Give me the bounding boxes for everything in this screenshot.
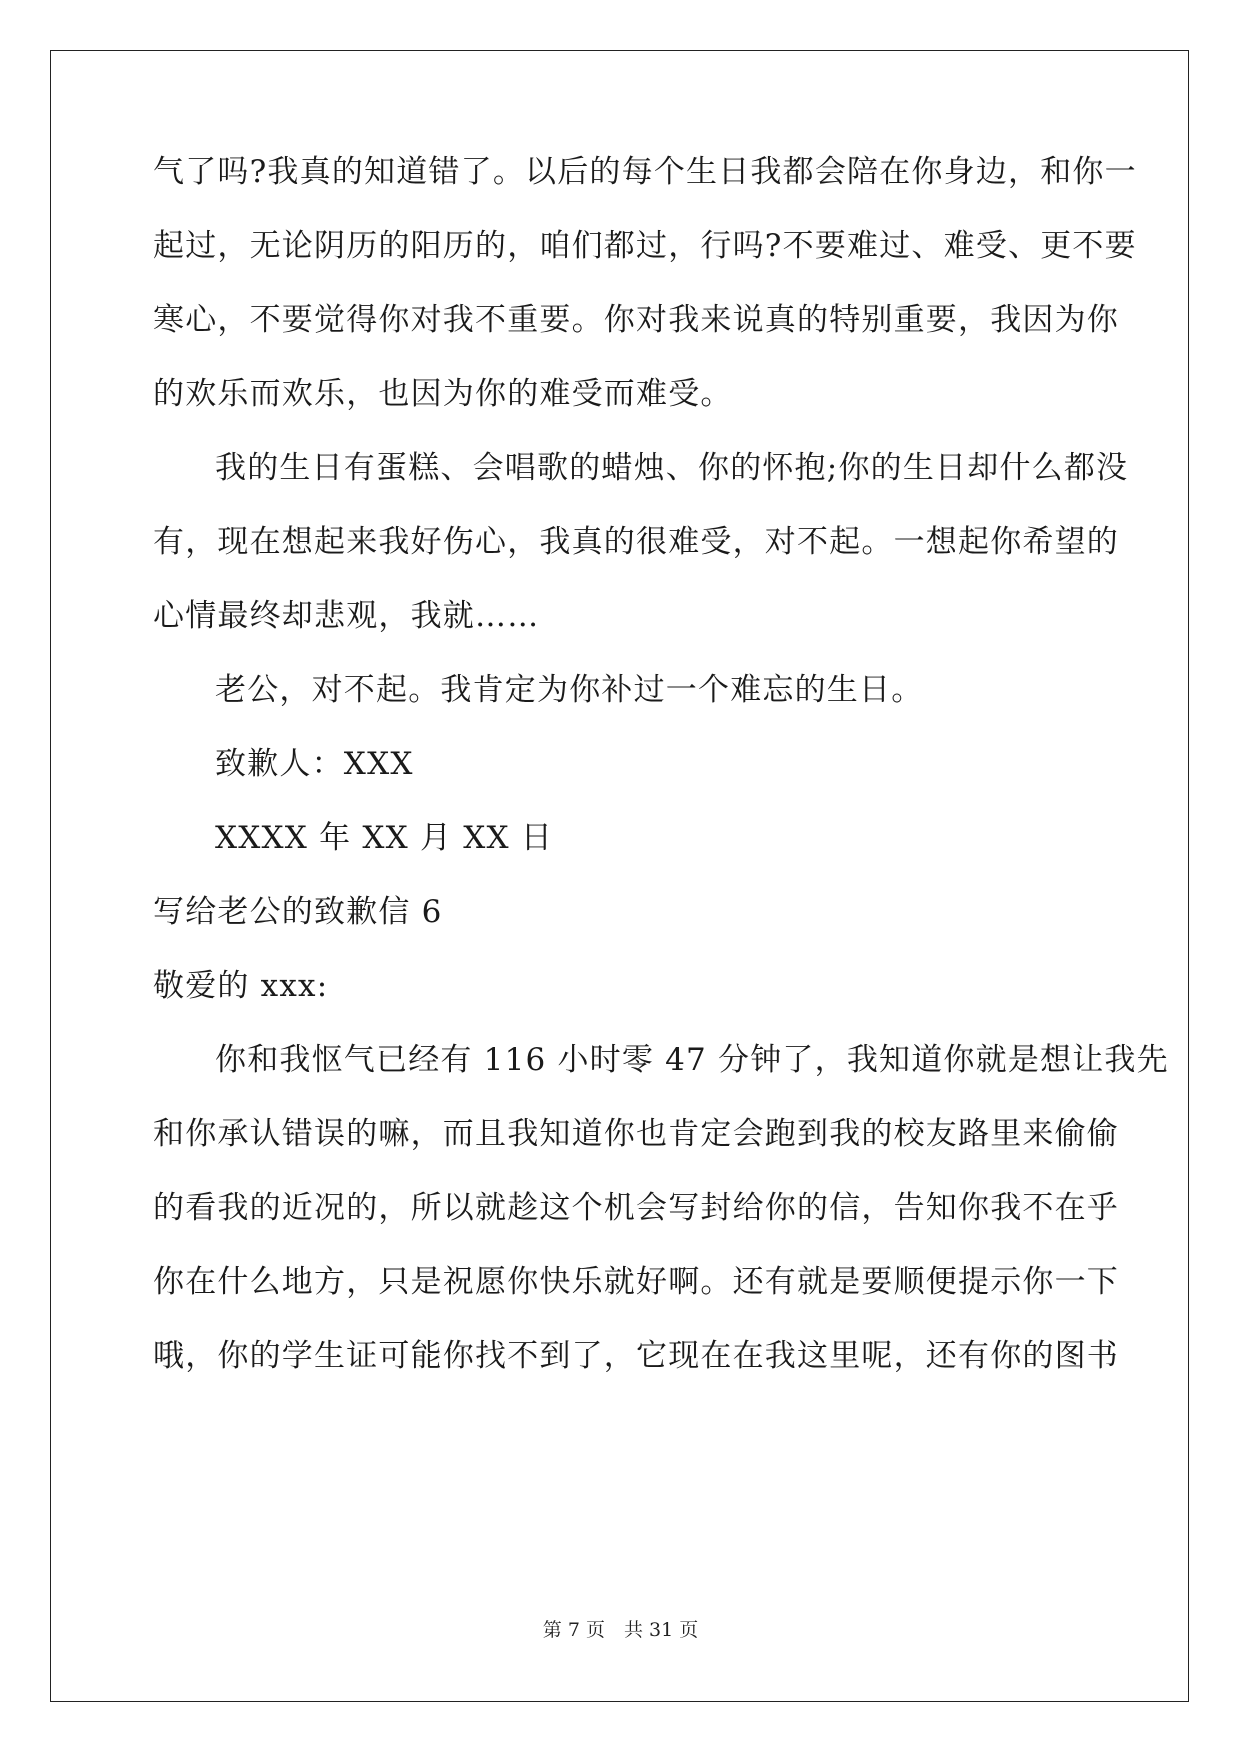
salutation: 敬爱的 xxx: xyxy=(153,968,329,1004)
paragraph-line: 你和我怄气已经有 116 小时零 47 分钟了，我知道你就是想让我先 xyxy=(215,1042,1169,1078)
paragraph-line: 和你承认错误的嘛，而且我知道你也肯定会跑到我的校友路里来偷偷 xyxy=(153,1116,1119,1152)
paragraph-line: 老公，对不起。我肯定为你补过一个难忘的生日。 xyxy=(215,672,924,708)
section-heading: 写给老公的致歉信 6 xyxy=(153,894,443,930)
paragraph-line: 有，现在想起来我好伤心，我真的很难受，对不起。一想起你希望的 xyxy=(153,524,1119,560)
paragraph-line: 你在什么地方，只是祝愿你快乐就好啊。还有就是要顺便提示你一下 xyxy=(153,1264,1119,1300)
paragraph-line: 的欢乐而欢乐，也因为你的难受而难受。 xyxy=(153,376,733,412)
page-number-footer: 第 7 页 共 31 页 xyxy=(542,1619,699,1641)
paragraph-line: 我的生日有蛋糕、会唱歌的蜡烛、你的怀抱;你的生日却什么都没 xyxy=(215,450,1129,486)
paragraph-line: 心情最终却悲观，我就…… xyxy=(153,598,540,634)
signature-line: 致歉人：XXX xyxy=(215,746,414,782)
paragraph-line: 气了吗?我真的知道错了。以后的每个生日我都会陪在你身边，和你一 xyxy=(153,154,1137,190)
paragraph-line: 的看我的近况的，所以就趁这个机会写封给你的信，告知你我不在乎 xyxy=(153,1190,1119,1226)
paragraph-line: 寒心，不要觉得你对我不重要。你对我来说真的特别重要，我因为你 xyxy=(153,302,1119,338)
paragraph-line: 起过，无论阴历的阳历的，咱们都过，行吗?不要难过、难受、更不要 xyxy=(153,228,1137,264)
paragraph-line: 哦，你的学生证可能你找不到了，它现在在我这里呢，还有你的图书 xyxy=(153,1338,1119,1374)
date-line: XXXX 年 XX 月 XX 日 xyxy=(215,820,554,856)
page-border xyxy=(50,50,1189,1702)
